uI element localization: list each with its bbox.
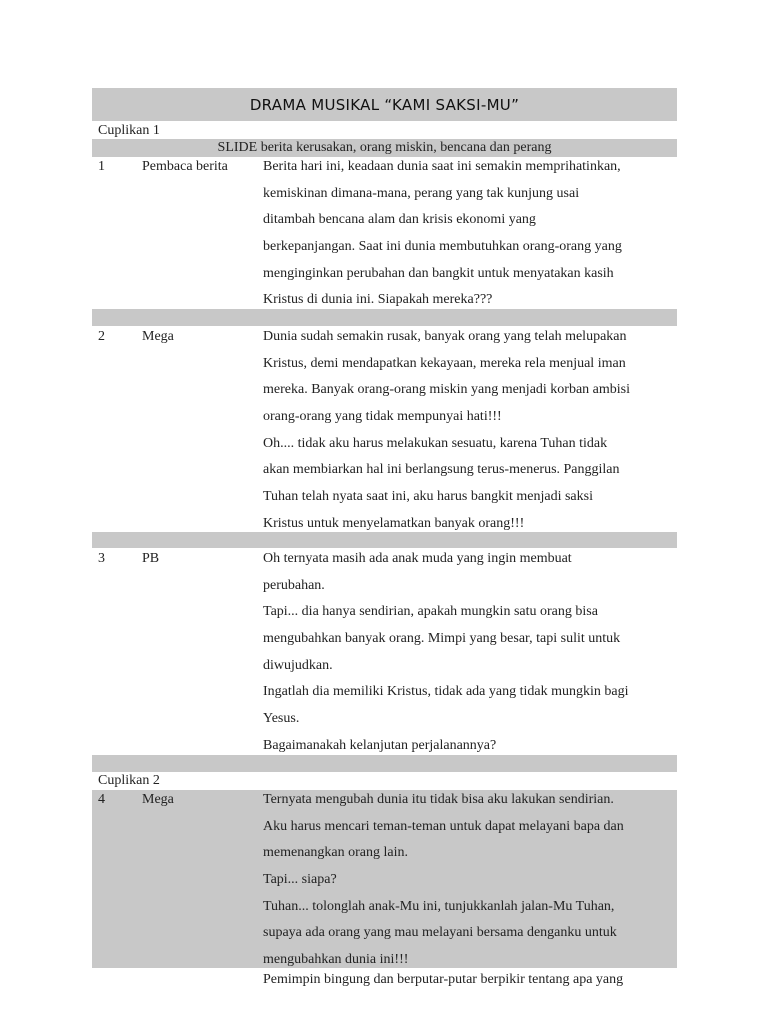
section-label-cuplikan-1: Cuplikan 1 (98, 123, 160, 138)
dialogue-line: berkepanjangan. Saat ini dunia membutuhkan orang-orang yang (263, 239, 622, 255)
dialogue-line: Oh ternyata masih ada anak muda yang ingin membuat (263, 551, 572, 566)
dialogue-text (263, 327, 683, 541)
dialogue-line: Tuhan telah nyata saat ini, aku harus bangkit menjadi saksi (263, 489, 593, 505)
dialogue-line: Aku harus mencari teman-teman untuk dapat melayani bapa dan (263, 818, 624, 834)
row-number: 3 (98, 551, 105, 566)
dialogue-line: Tapi... dia hanya sendirian, apakah mungkin satu orang bisa (263, 604, 598, 620)
dialogue-line: orang-orang yang tidak mempunyai hati!!! (263, 409, 502, 425)
section-label-cuplikan-2: Cuplikan 2 (98, 773, 160, 788)
dialogue-line: Pemimpin bingung dan berputar-putar berpikir tentang apa yang (263, 972, 624, 987)
speaker-name: PB (142, 551, 160, 566)
row-number: 4 (98, 792, 105, 807)
dialogue-line: diwujudkan. (263, 657, 333, 673)
speaker-name: Mega (142, 329, 174, 344)
dialogue-line: memenangkan orang lain. (263, 845, 409, 861)
dialogue-line: Bagaimanakah kelanjutan perjalanannya? (263, 737, 497, 753)
dialogue-line: mengubahkan banyak orang. Mimpi yang besar, tapi sulit untuk (263, 631, 621, 647)
dialogue-line: kemiskinan dimana-mana, perang yang tak kunjung usai (263, 185, 580, 201)
document-title: DRAMA MUSIKAL “KAMI SAKSI-MU” (249, 95, 520, 114)
dialogue-line: Kristus untuk menyelamatkan banyak orang!!! (263, 515, 525, 531)
dialogue-line: mengubahkan dunia ini!!! (263, 952, 409, 968)
dialogue-line: supaya ada orang yang mau melayani bersama denganku untuk (263, 925, 617, 941)
speaker-name: Pembaca berita (142, 159, 228, 174)
dialogue-line: Ingatlah dia memiliki Kristus, tidak ada yang tidak mungkin bagi (263, 684, 629, 700)
dialogue-line: Ternyata mengubah dunia itu tidak bisa aku lakukan sendirian. (263, 792, 614, 807)
dialogue-line: Yesus. (263, 711, 300, 727)
dialogue-text (263, 790, 683, 977)
row-number: 2 (98, 329, 105, 344)
dialogue-line: Oh.... tidak aku harus melakukan sesuatu, karena Tuhan tidak (263, 435, 608, 451)
dialogue-line: akan membiarkan hal ini berlangsung terus-menerus. Panggilan (263, 462, 620, 478)
dialogue-line: Tuhan... tolonglah anak-Mu ini, tunjukkanlah jalan-Mu Tuhan, (263, 898, 615, 914)
dialogue-line: Tapi... siapa? (263, 872, 337, 888)
dialogue-text (263, 549, 683, 763)
dialogue-line: Berita hari ini, keadaan dunia saat ini semakin memprihatinkan, (263, 159, 621, 174)
dialogue-text (263, 157, 683, 317)
dialogue-line: ditambah bencana alam dan krisis ekonomi yang (263, 212, 536, 228)
row-number: 1 (98, 159, 105, 174)
dialogue-line: Dunia sudah semakin rusak, banyak orang yang telah melupakan (263, 329, 627, 344)
dialogue-line: mereka. Banyak orang-orang miskin yang menjadi korban ambisi (263, 382, 631, 398)
dialogue-line: perubahan. (263, 577, 325, 593)
slide-direction: SLIDE berita kerusakan, orang miskin, bencana dan perang (217, 140, 552, 155)
dialogue-line: Kristus di dunia ini. Siapakah mereka??? (263, 292, 493, 308)
speaker-name: Mega (142, 792, 174, 807)
dialogue-line: menginginkan perubahan dan bangkit untuk menyatakan kasih (263, 265, 614, 281)
dialogue-line: Kristus, demi mendapatkan kekayaan, mereka rela menjual iman (263, 355, 626, 371)
stage-direction (263, 970, 683, 997)
